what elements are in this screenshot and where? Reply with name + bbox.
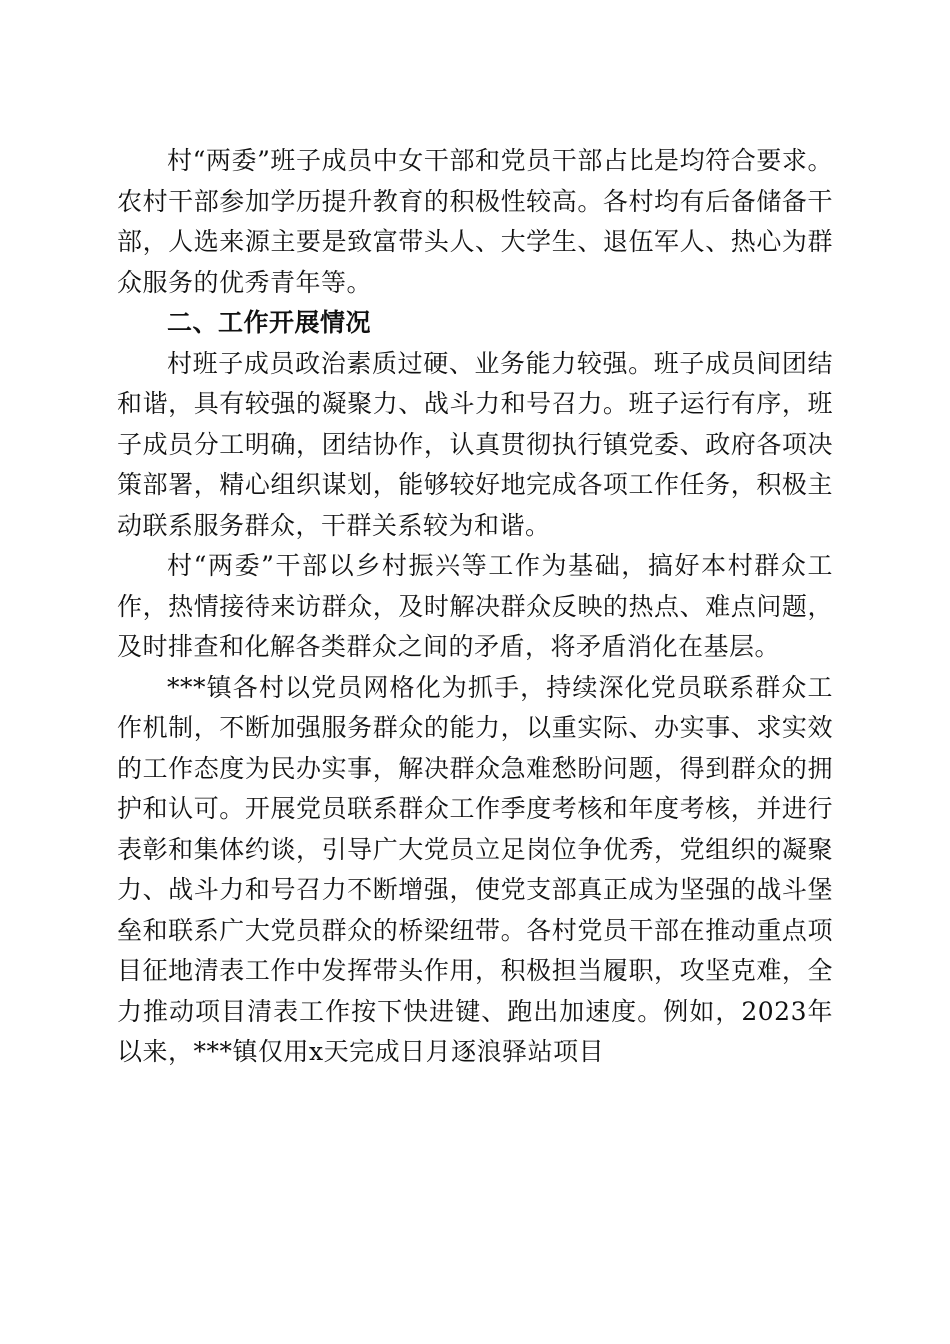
document-body — [117, 141, 833, 1073]
paragraph-2: 村班子成员政治素质过硬、业务能力较强。班子成员间团结和谐，具有较强的凝聚力、战斗力和号召力。班子运行有序，班子成员分工明确，团结协作，认真贯彻执行镇党委、政府各项决策部署，精心组织谋划，能够较好地完成各项工作任务，积极主动联系服务群众，干群关系较为和谐。 — [117, 348, 833, 540]
paragraph-4: ***镇各村以党员网格化为抓手，持续深化党员联系群众工作机制，不断加强服务群众的能力，以重实际、办实事、求实效的工作态度为民办实事，解决群众急难愁盼问题，得到群众的拥护和认可。开展党员联系群众工作季度考核和年度考核，并进行表彰和集体约谈，引导广大党员立足岗位争优秀，党组织的凝聚力、战斗力和号召力不断增强，使党支部真正成为坚强的战斗堡垒和联系广大党员群众的桥梁纽带。各村党员干部在推动重点项目征地清表工作中发挥带头作用，积极担当履职，攻坚克难，全力推动项目清表工作按下快进键、跑出加速度。例如，2023年以来，***镇仅用x天完成日月逐浪驿站项目 — [117, 672, 833, 1066]
paragraph-1: 村“两委”班子成员中女干部和党员干部占比是均符合要求。农村干部参加学历提升教育的积极性较高。各村均有后备储备干部，人选来源主要是致富带头人、大学生、退伍军人、热心为群众服务的优秀青年等。 — [117, 146, 833, 297]
section-heading: 二、工作开展情况 — [167, 308, 372, 337]
paragraph-3: 村“两委”干部以乡村振兴等工作为基础，搞好本村群众工作，热情接待来访群众，及时解决群众反映的热点、难点问题，及时排查和化解各类群众之间的矛盾，将矛盾消化在基层。 — [117, 551, 833, 661]
